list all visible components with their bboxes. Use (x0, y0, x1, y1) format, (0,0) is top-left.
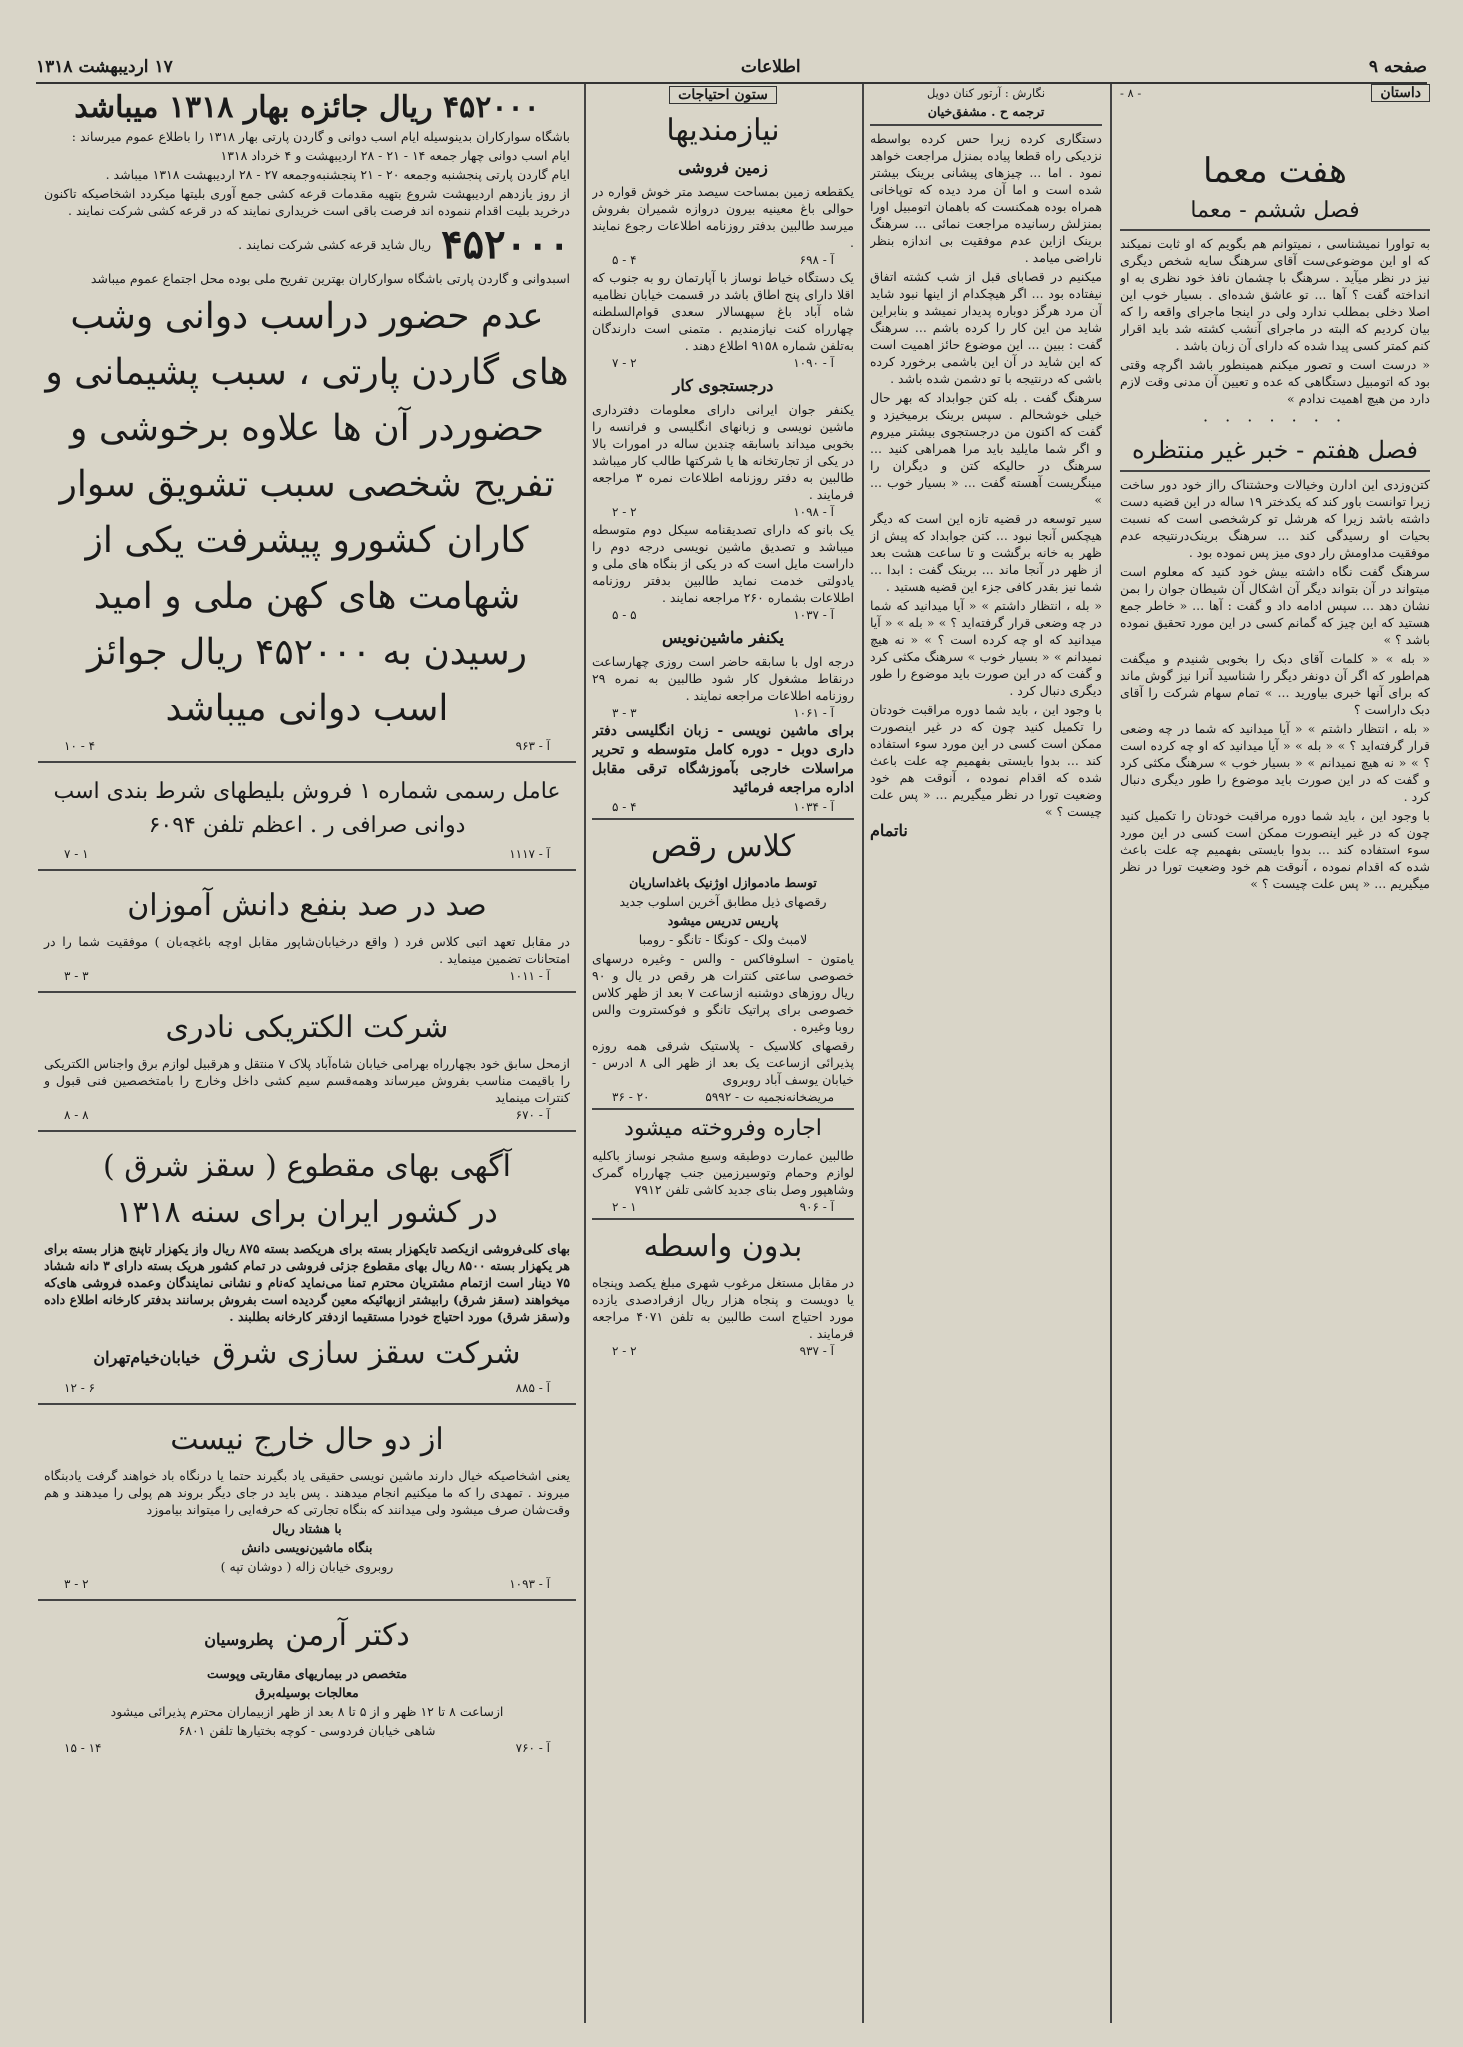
ad-text: یک بانو که دارای تصدیقنامه سیکل دوم متوسطه میباشد و تصدیق ماشین نویسی درجه دوم را داراست مایل است که در یکی از بنگاه های ملی و یادولتی خدمت نماید طالبین بدفتر روزنامه اطلاعات بشماره ۲۶۰ مراجعه نمایند . (592, 522, 854, 605)
dance-title: کلاس رقص (651, 829, 795, 864)
ad-code: آ - ۱۰۹۰ (793, 356, 834, 370)
ad-num: ۴ - ۵ (612, 253, 637, 267)
story-ending: ناتمام (870, 821, 908, 840)
ad-num: ۲ - ۲ (612, 1344, 637, 1358)
gum-text: بهای کلی‌فروشی ازیکصد تایکهزار بسته برای هریکصد بسته ۸۷۵ ریال واز یکهزار تاپنج هزار بسته برای هر یکهزار بسته ۸۵۰۰ ریال بهای مقطوع جزئی فروشی در تمام کشور هریک بسته دارای ۳ دانه ششاد ۷۵ دینار است ازتمام مشتریان محترم تمنا می‌نماید که‌نام و نشانی نمایندگان وعمده فروشی های‌که میخواهند (سقز شرق) رابیشتر ازبهائیکه معین گردیده است بفروش برسانند بدفتر کارخانه اطلاع داده و(سقز شرق) مورد احتیاج خودرا مستقیما ازدفتر کارخانه بطلبند . (44, 1241, 570, 1324)
school-text: در مقابل تعهد اتبی کلاس فرد ( واقع درخیابان‌شاپور مقابل اوچه باغچه‌بان ) موفقیت شما را در امتحانات تضمین مینماید . (44, 934, 570, 966)
electric-text: ازمحل سابق خود بچهارراه بهرامی خیابان شاه‌آباد پلاک ۷ منتقل و هرقبیل لوازم برق واجناس الکتریکی را باقیمت مناسب بفروش میرساند وهمه‌قسم سیم کشی داخل وخارج را بامتخصصین فنی قبول و کنترات مینماید (44, 1056, 570, 1105)
story-column-left (870, 84, 1102, 2023)
ad-num: ۲ - ۲ (612, 505, 637, 519)
doctor-address: شاهی خیابان فردوسی - کوچه بختیارها تلفن ۶۸۰۱ (178, 1723, 436, 1738)
job-heading: درجستجوی کار (672, 376, 774, 395)
doctor-ad (38, 1605, 576, 1759)
ad-num: ۴ - ۱۰ (64, 739, 96, 753)
typing-tagline: با هشتاد ریال (272, 1521, 342, 1536)
typing-title: از دو حال خارج نیست (170, 1422, 444, 1457)
chapter-six-title: فصل ششم - معما (1190, 198, 1360, 223)
ad-code: آ - ۱۰۹۳ (509, 1577, 550, 1591)
ad-code: آ - ۸۸۵ (515, 1381, 550, 1395)
prize-amount: ۴۵۲۰۰۰ (441, 221, 570, 268)
typing-text: یعنی اشخاصیکه خیال دارند ماشین نویسی حقیقی یاد بگیرند حتما یا درنگاه باد خواهند گرفت یادبنگاه میروند . تمهدی را که ما میکنیم انجام میدهند . پس باید در جای دیگر بروند هم پولی را میدهند و هم وقت‌شان صرف میشود ولی میدانند که بنگاه تجارتی که حرفه‌ایی را میتواند بیاموزد (44, 1468, 570, 1517)
ad-num: ۱۴ - ۱۵ (64, 1741, 102, 1755)
prize-line: اسبدوانی و گاردن پارتی باشگاه سوارکاران بهترین تفریح ملی بوده محل اجتماع عموم میباشد (90, 271, 570, 286)
ad-num: ۴ - ۵ (612, 800, 637, 814)
story-paragraph: سرهنگ گفت نگاه داشته بیش خود کنید که معلوم است میتواند در آن بتواند دیگر آن اشکال آن شیطان جوان را بمن نشان دهد ... سپس ادامه داد و گفت : آها ... « خاطر جمع هستید که این چیز که گمانم کسی در این مورد تحقیق نموده باشد ؟ » (1120, 564, 1430, 647)
story-title: هفت معما (1203, 151, 1347, 191)
story-paragraph: « بله » « کلمات آقای دبک را بخوبی شنیدم و میگفت هم‌اطور که اگر آن دونفر دیگر را شناسید آنرا نیز گوش ماند که برای آنها خبری بیاورید ... » تمام سهام شرکت را آقای دبک داراست ؟ (1120, 651, 1430, 717)
typing-school: بنگاه ماشین‌نویسی دانش (241, 1540, 373, 1555)
prize-headline: ۴۵۲۰۰۰ ریال جائزه بهار ۱۳۱۸ میباشد (74, 90, 540, 125)
ad-num: ۲ - ۷ (612, 356, 637, 370)
gum-title: آگهی بهای مقطوع ( سقز شرق ) (103, 1149, 511, 1184)
ad-num: ۲ - ۳ (64, 1577, 89, 1591)
dance-desc: رقصهای ذیل مطابق آخرین اسلوب جدید (619, 894, 827, 909)
ad-code: آ - ۹۳۷ (799, 1344, 834, 1358)
ad-code: آ - ۱۰۱۱ (509, 969, 550, 983)
ad-code: آ - ۱۰۹۸ (793, 505, 834, 519)
ad-text: یکنفر جوان ایرانی دارای معلومات دفترداری ماشین نویسی و زبانهای انگلیسی و فرانسه را بخوبی میداند باسابقه چندین ساله در امورات بالا در یکی از تجارتخانه ها یا شرکتها طالب کار میباشد طالبین به دفتر روزنامه اطلاعات نمره ۳ مراجعه فرمایند . (592, 402, 854, 502)
gum-company: شرکت سقز سازی شرق (212, 1336, 521, 1371)
ad-code: آ - ۹۰۶ (799, 1200, 834, 1214)
electric-ad (38, 997, 576, 1126)
prize-line: ریال شاید قرعه کشی شرکت نمایند . (238, 237, 432, 252)
agent-text: در مقابل مستغل مرغوب شهری مبلغ یکصد وپنجاه یا دویست و پنجاه هزار ریال ازفرادصدی یازده مورد احتیاج است طالبین به تلفن ۴۰۷۱ مراجعه فرمایند . (592, 1275, 854, 1341)
dance-city: پاریس تدریس میشود (667, 913, 779, 928)
separator: · · · · · · · (1202, 411, 1348, 430)
ad-num: ۱ - ۷ (64, 847, 89, 861)
needs-title: نیازمندیها (666, 113, 780, 148)
agent-ad (38, 767, 576, 865)
story-paragraph: با وجود این ، باید شما دوره مراقبت خودتان را تکمیل کنید چون که در غیر اینصورت ممکن است کسی در این مورد سوء استفاده کند ... بدوا بایستی بفهمیم چه علت باعث شده که اقدام نموده ، آنوقت هم خود وضعیت تورا در نظر میگیریم ... « پس علت چیست ؟ » (1120, 808, 1430, 891)
dance-sub: توسط مادموازل اوژنیک باغداساریان (629, 875, 817, 890)
english-ad: برای ماشین نویسی - زبان انگلیسی دفتر داری دوبل - دوره کامل متوسطه و تحریر مراسلات خارجی بآموزشگاه ترقی مقابل اداره مراجعه فرمائید (592, 723, 854, 796)
school-ad (38, 875, 576, 987)
ad-code: آ - ۶۷۰ (515, 1108, 550, 1122)
prize-big-text: عدم حضور دراسب دوانی وشب های گاردن پارتی ، سبب پشیمانی و حضوردر آن ها علاوه برخوشی و تفریح شخصی سبب تشویق سوار کاران کشورو پیشرفت یکی از شهامت های کهن ملی و امید رسیدن به ۴۵۲۰۰۰ ریال جوائز اسب دوانی میباشد (45, 296, 569, 729)
story-column-right (1120, 84, 1430, 2023)
rent-text: طالبین عمارت دوطبقه وسیع مشجر نوساز باکلیه لوازم وحمام وتوسیرزمین جنب چهارراه گمرک وشاهپور وصل بنای جدید کاشی تلفن ۷۹۱۲ (592, 1148, 854, 1197)
issue-date: ۱۷ اردیبهشت ۱۳۱۸ (36, 57, 173, 77)
dance-list: لامبث ولک - کونگا - تانگو - رومبا (638, 932, 808, 947)
ad-text: یکقطعه زمین بمساحت سیصد متر خوش قواره در حوالی باغ معینیه بیرون دروازه شمیران بفروش میرسد طالبین بدفتر روزنامه اطلاعات رجوع نمایند . (592, 184, 854, 250)
story-paragraph: کتن‌وزدی این ادارن وخیالات وحشتناک رااز خود دور ساخت زیرا توانست باور کند که یکدختر ۱۹ ساله در این قضیه دست داشته باشد زیرا که هرشل تو کرشخصی است که نسبت بحیات او رسیدگی کند ... سرهنگ برینک‌درنتیجه عدم موفقیت مداومش رار دوی میز پس نموده بود . (1120, 477, 1430, 560)
agent-text: عامل رسمی شماره ۱ فروش بلیطهای شرط بندی اسب دوانی صرافی ر . اعظم تلفن ۶۰۹۴ (53, 779, 561, 838)
story-translator: ترجمه ح . مشفق‌خیان (927, 104, 1045, 119)
ad-num: ۳ - ۳ (64, 969, 89, 983)
ad-code: آ - ۶۹۸ (799, 253, 834, 267)
story-paragraph: به تواورا نمیشناسی ، نمیتوانم هم بگویم که او ثابت نمیکند که او این موضوعی‌ست آقای سرهنگ سایه شخص دیگری نیز در نظر میآید . سرهنگ با چشمان نافذ خود نظری به او انداخته گفت ؟ آها ... تو عاشق شده‌ای . بسیار خوب این اصلا دخلی بمطلب ندارد ولی در اینجا ماجرای واقعه را که بیان کردیم که البته در ماجرای آنشب کشته شد باید اقرار کنم کمتر کسی پیدا شده که دارای آن زبان باشد . (1120, 236, 1430, 353)
story-paragraph: دستگاری کرده زیرا حس کرده بواسطه نزدیکی راه قطعا پیاده بمنزل مراجعت خواهد نمود . اما ... چیزهای پیشانی برینک بیشتر شده است و اما آن مرد دیده که توپاخانی همراه بوده همکنست که باهمان اتومبیل اورا بمنزلش رسانیده مراجعت نمائی ... سرهنگ برینک ازاین عدم موفقیت بی اندازه بنظر ناراضی میامد . (870, 131, 1102, 265)
newspaper-name: اطلاعات (740, 57, 801, 77)
story-paragraph: میکنیم در قصابای قبل از شب کشته اتفاق نیفتاده بود ... اگر هیچکدام از اینها نبود شاید آن مرد هرگز دوباره پدیدار نمیشد و بنابراین شاید من این کار را کرده باشم ... سرهنگ گفت : ببین ... این موضوع حائز اهمیت است که این شاید در آن این باشمی برخورد کرده باشی که درنتیجه با تو دشمن شده باشد . (870, 269, 1102, 386)
ad-code: آ - ۷۶۰ (515, 1741, 550, 1755)
story-author: نگارش : آرتور کنان دویل (926, 86, 1046, 100)
prize-ad (38, 84, 576, 757)
section-label: داستان (1371, 84, 1430, 102)
ad-text: یک دستگاه خیاط نوساز با آپارتمان رو به جنوب که اقلا دارای پنج اطاق باشد در قسمت خیابان نظامیه شاه آباد باغ سپهسالار سعدی قوام‌السلطنه چهارراه کنت نیازمندیم . متمنی است دارندگان به‌تلفن شماره ۹۱۵۸ اطلاع دهند . (592, 270, 854, 353)
doctor-spec: متخصص در بیماریهای مقاربتی وپوست (206, 1666, 408, 1681)
page-number: صفحه ۹ (1368, 57, 1427, 77)
ad-num: ۳ - ۳ (612, 706, 637, 720)
gum-ad (38, 1136, 576, 1399)
doctor-cure: معالجات بوسیله‌برق (255, 1685, 359, 1700)
typing-address: روبروی خیابان زاله ( دوشان تپه ) (220, 1559, 394, 1574)
gum-address: خیابان‌خیام‌تهران (93, 1348, 201, 1367)
story-paragraph: با وجود این ، باید شما دوره مراقبت خودتان را تکمیل کنید چون که در غیر اینصورت ممکن است کسی در این مورد سوء استفاده کند ... بدوا بایستی بفهمیم چه علت باعث شده که اقدام نموده ، آنوقت هم خود وضعیت تورا در نظر میگیریم ... « پس علت چیست ؟ » (870, 702, 1102, 819)
rent-title: اجاره وفروخته میشود (624, 1116, 822, 1141)
ad-code: آ - ۱۱۱۷ (509, 847, 550, 861)
ad-num: ۶ - ۱۲ (64, 1381, 96, 1395)
ad-num: ۵ - ۵ (612, 608, 637, 622)
agent-title: بدون واسطه (643, 1229, 803, 1264)
story-paragraph: « درست است و تصور میکنم همینطور باشد اگرچه وقتی بود که اتومبیل دستگاهی که عده و تعیین آن مدنی وقت لازم دارد من هیچ اهمیت ندادم » (1120, 357, 1430, 406)
page-header (36, 52, 1427, 84)
ad-code: آ - ۱۰۳۴ (793, 800, 834, 814)
ad-code: مریضخانه‌نجمیه ت - ۵۹۹۲ (705, 1090, 834, 1104)
story-page-no: - ۸ - (1120, 85, 1142, 100)
chapter-seven-title: فصل هفتم - خبر غیر منتظره (1132, 436, 1418, 464)
story-paragraph: سیر توسعه در قضیه تازه این است که دیگر هیچکس آنجا نبود ... کتن جوابداد که پیش از ظهر به خانه برگشت و تا ساعت هشت بعد از ظهر در آنجا ماند ... برینک گفت : ابدا ... شما نیز بقدر کافی جزء این قضیه هستید . (870, 511, 1102, 594)
electric-title: شرکت الکتریکی نادری (165, 1010, 449, 1045)
classifieds-column (592, 84, 854, 2023)
story-paragraph: سرهنگ گفت . بله کتن جوابداد که بهر حال خیلی خوشحالم . سپس برینک برمیخیزد و گفت که اکنون من درجستجوی بیشتر میروم و اگر شما مایلید باید مرا همراهی کنید ... سرهنگ در حالیکه کتن و دیگران را مینگریست آهسته گفت ... « بسیار خوب ... » (870, 390, 1102, 507)
doctor-name: پطروسیان (204, 1630, 274, 1649)
prize-line: ایام اسب دوانی چهار جمعه ۱۴ - ۲۱ - ۲۸ اردیبهشت و ۴ خرداد ۱۳۱۸ (220, 148, 570, 163)
doctor-title: دکتر آرمن (285, 1618, 410, 1653)
typist-heading: یکنفر ماشین‌نویس (661, 628, 785, 647)
ad-code: آ - ۱۰۶۱ (793, 706, 834, 720)
prize-line: از روز یازدهم اردیبهشت شروع بتهیه مقدمات قرعه کشی جمع آوری بلیتها میکردد اشخاصیکه تاکنون درخرید بلیت اقدام ننموده اند فرصت باقی است خریداری نمایند که در قرعه کشی شرکت نمایند . (44, 186, 570, 218)
story-paragraph: « بله ، انتظار داشتم » « آیا میدانید که شما در چه وضعی قرار گرفته‌اید ؟ » « بله » « آیا میدانید که او چه کرده است ؟ » « نه هیچ نمیدانم » « بسیار خوب » سرهنگ مکثی کرد و گفت که در این صورت باید موضوع را طور دیگری دنبال کرد . (870, 598, 1102, 698)
prize-line: باشگاه سوارکاران بدینوسیله ایام اسب دوانی و گاردن پارتی بهار ۱۳۱۸ را باطلاع عموم میرساند : (71, 129, 570, 144)
story-paragraph: « بله ، انتظار داشتم » « آیا میدانید که شما در چه وضعی قرار گرفته‌اید ؟ » « بله » « آیا میدانید که او چه کرده است ؟ » « نه هیچ نمیدانم » « بسیار خوب » سرهنگ مکثی کرد و گفت که در این صورت باید موضوع را طور دیگری دنبال کرد . (1120, 721, 1430, 804)
dance-list: یامتون - اسلوفاکس - والس - وغیره درسهای خصوصی ساعتی کنترات هر رقص در یال و ۹۰ ریال روزهای دوشنبه ازساعت ۷ بعد از ظهر کلاس خصوصی برای پراتیک تانگو و فوکستروت والس روبا وغیره . (592, 951, 854, 1034)
school-title: صد در صد بنفع دانش آموزان (127, 888, 487, 923)
ad-code: آ - ۹۶۳ (515, 739, 550, 753)
prize-line: ایام گاردن پارتی پنجشنبه وجمعه ۲۰ - ۲۱ پنجشنبه‌وجمعه ۲۷ - ۲۸ اردیبهشت ۱۳۱۸ میباشد . (105, 167, 570, 182)
ad-num: ۱ - ۲ (612, 1200, 637, 1214)
gum-sub: در کشور ایران برای سنه ۱۳۱۸ (116, 1195, 498, 1230)
land-heading: زمین فروشی (678, 158, 768, 177)
dance-list: رقصهای کلاسیک - پلاستیک شرقی همه روزه پذیرائی ازساعت یک بعد از ظهر الی ۸ ادرس - خیابان یوسف آباد روبروی (592, 1038, 854, 1087)
ads-column (38, 84, 576, 2023)
needs-column-label: ستون احتیاجات (669, 86, 777, 104)
ad-num: ۸ - ۸ (64, 1108, 89, 1122)
typing-ad (38, 1409, 576, 1595)
ad-text: درجه اول با سابقه حاضر است روزی چهارساعت درنقاط مشغول کار شود طالبین به نمره ۲۹ روزنامه اطلاعات مراجعه نمایند . (592, 654, 854, 703)
ad-num: ۲۰ - ۳۶ (612, 1090, 650, 1104)
ad-code: آ - ۱۰۳۷ (793, 608, 834, 622)
doctor-hours: ازساعت ۸ تا ۱۲ ظهر و از ۵ تا ۸ بعد از ظهر ازبیماران محترم پذیرائی میشود (110, 1704, 504, 1719)
